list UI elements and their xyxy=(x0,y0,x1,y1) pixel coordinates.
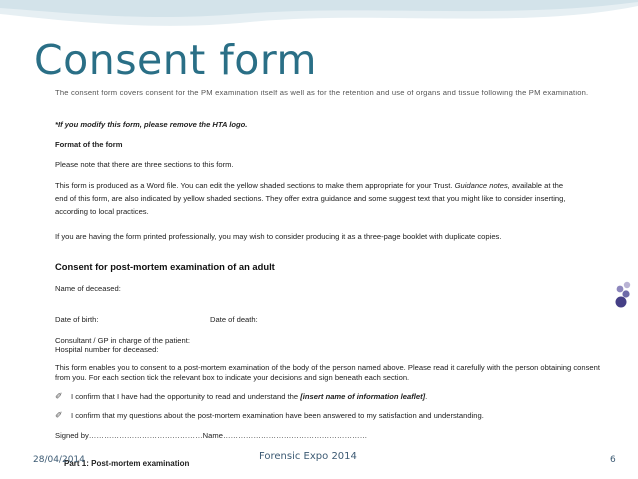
confirm-read-period: . xyxy=(425,392,428,401)
consent-form-document xyxy=(55,90,615,462)
three-sections-note: Please note that there are three sections to this form. xyxy=(55,160,234,169)
hta-note: *If you modify this form, please remove the HTA logo. xyxy=(55,120,248,129)
word-file-line-3: according to local practices. xyxy=(55,207,149,216)
confirm-questions-text: I confirm that my questions about the post-mortem examination have been answered to my satisfaction and understanding. xyxy=(71,411,484,420)
word-file-text-2: available at the xyxy=(512,181,564,190)
format-heading: Format of the form xyxy=(55,140,123,149)
confirm-read-item xyxy=(55,390,615,403)
confirm-questions-item xyxy=(55,409,615,422)
word-file-line-2: end of this form, are also indicated by yellow shaded sections. They offer extra guidance and some suggest text that you might like to consider inserting, xyxy=(55,194,566,203)
section-heading: Consent for post-mortem examination of an adult xyxy=(55,261,275,272)
leaflet-placeholder: [insert name of information leaflet] xyxy=(300,392,426,401)
signed-by-line: Signed by………………………………………Name………………………………………………… xyxy=(55,431,368,440)
name-of-deceased-label: Name of deceased: xyxy=(55,284,121,293)
hta-logo xyxy=(611,280,633,314)
enables-line-1: This form enables you to consent to a post-mortem examination of the body of the person named above. Please read it carefully with the person obtaining consent xyxy=(55,363,600,372)
pen-icon: ✐ xyxy=(55,410,63,420)
footer-part-heading: Part 1: Post-mortem examination xyxy=(64,459,190,468)
slide-number: 6 xyxy=(610,455,616,465)
enables-line-2: from you. For each section tick the relevant box to indicate your decisions and sign beneath each section. xyxy=(55,373,410,382)
slide-title: Consent form xyxy=(34,36,317,84)
cut-off-line: The consent form covers consent for the PM examination itself as well as for the retention and use of organs and tissue following the PM examination. xyxy=(55,90,589,97)
word-file-text-1: This form is produced as a Word file. You can edit the yellow shaded sections to make them appropriate for your Trust. xyxy=(55,181,453,190)
date-of-death-label: Date of death: xyxy=(210,315,258,324)
confirm-read-text: I confirm that I have had the opportunity to read and understand the xyxy=(71,392,299,401)
hospital-number-label: Hospital number for deceased: xyxy=(55,345,159,354)
printed-professionally-note: If you are having the form printed professionally, you may wish to consider producing it as a three-page booklet with duplicate copies. xyxy=(55,232,502,241)
pen-icon: ✐ xyxy=(55,391,63,401)
consultant-label: Consultant / GP in charge of the patient: xyxy=(55,336,190,345)
guidance-notes-text: Guidance notes, xyxy=(454,181,510,190)
date-of-birth-label: Date of birth: xyxy=(55,315,99,324)
word-file-paragraph xyxy=(55,179,615,192)
footer-event-name: Forensic Expo 2014 xyxy=(259,451,357,462)
footer-date: 28/04/2014 xyxy=(33,455,85,465)
